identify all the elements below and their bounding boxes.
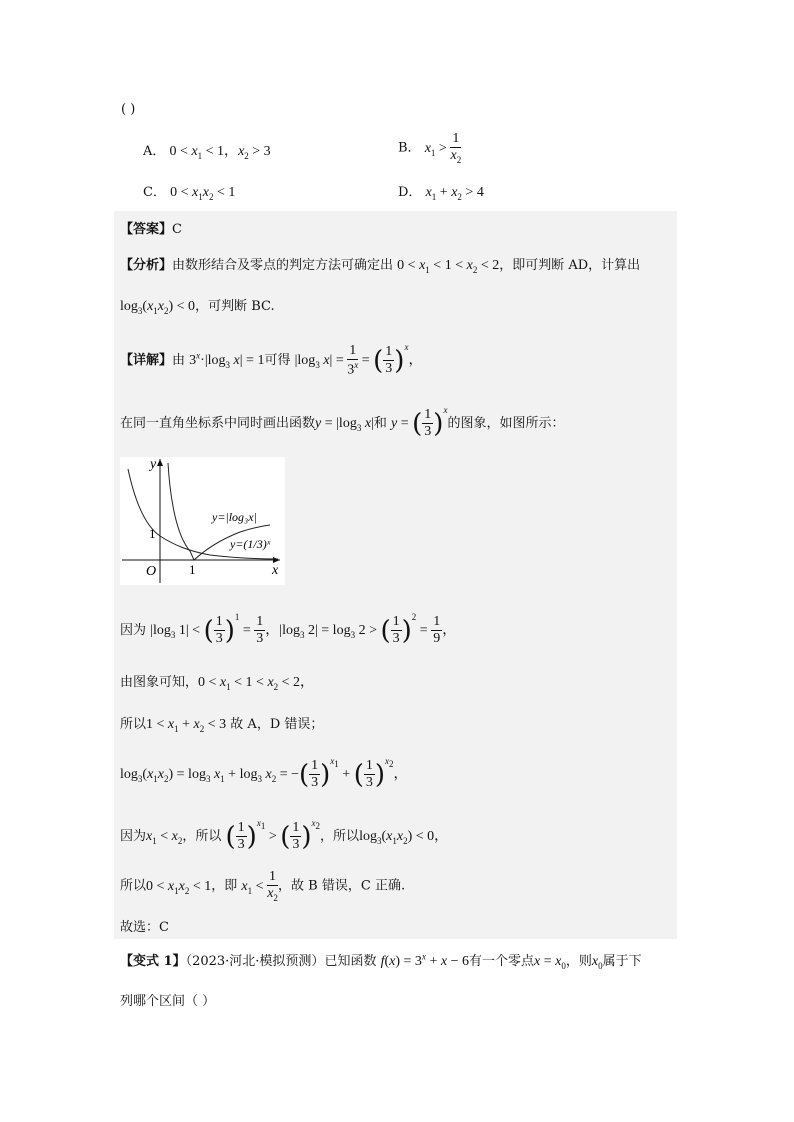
detail-line-5: 所以$1 < x_1 + x_2 < 3$ 故 A，D 错误； [120, 717, 324, 734]
answer-line: 【答案】C [120, 222, 182, 237]
graph-label-exp: y=(1/3)ˣ [230, 537, 271, 551]
graph-origin-label: O [146, 564, 157, 579]
graph-y-label: y [150, 457, 157, 472]
graph-tick-x: 1 [189, 562, 196, 577]
analysis-line-2: $\log_3(x_1x_2) < 0$，可判断 BC. [120, 299, 275, 316]
detail-line-1: 【详解】由 $3^x\cdot|\log_3$ x| = 1可得 $|\log_3$ x| = $\frac{1}{3^x}$ = ( $\frac{1}{3}$ )$^x$， [120, 342, 423, 378]
question-paren: ( ) [121, 102, 136, 117]
detail-line-3: 因为 $|\log_3$ 1| < ( $\frac{1}{3}$ )$^1$ = $\frac{1}{3}$ ，$|\log_3$ $2| = \log_3 2$ > ( $\frac{1}{3}$ )$^2$ = $\frac{1}{9}$ ， [120, 612, 457, 647]
detail-line-2: 在同一直角坐标系中同时画出函数$y = |\log_3$ x|和 y = ( $\frac{1}{3}$ )$^x$的图象，如图所示： [120, 405, 565, 440]
analysis-line-1: 【分析】由数形结合及零点的判定方法可确定出 $0 < x_1 < 1 < x_2 < 2$，即可判断 AD，计算出 [120, 258, 641, 275]
conclusion-line: 故选：C [120, 920, 169, 935]
function-graph [120, 457, 285, 585]
detail-line-7: 因为$x_1 < x_2$，所以 ( $\frac{1}{3}$ )$^{x_1}$ > ( $\frac{1}{3}$ )$^{x_2}$，所以$\log_3(x_1x_2) < 0$， [120, 818, 449, 853]
detail-line-8: 所以$0 < x_1x_2 < 1$，即 $x_1$ < $\frac{1}{x_2}$ ，故 B 错误，C 正确. [120, 869, 406, 903]
graph-label-log: y=|log₃x| [212, 510, 257, 524]
option-c: C． $0 < x_1x_2 < 1$ [143, 185, 236, 202]
option-a: A． $0 < x_1 < 1$，$x_2 > 3$ [143, 144, 271, 161]
option-b: B． $x_1$ > $\frac{1}{x_2}$ [398, 131, 462, 165]
graph-x-label: x [272, 563, 279, 578]
graph-tick-y: 1 [149, 526, 156, 541]
detail-line-6: $\log_3(x_1x_2) = \log_3 x_1 + \log_3 x_2$ = −( $\frac{1}{3}$ )$^{x_1}$ + ( $\frac{1}{3}$ )$^{x_2}$， [120, 756, 408, 791]
option-d: D． $x_1 + x_2 > 4$ [398, 185, 484, 202]
variant-line-1: 【变式 1】（2023·河北·模拟预测）已知函数 $f(x) = 3^x + x - 6$有一个零点$x = x_0$，则$x_0$属于下 [120, 951, 642, 971]
detail-line-4: 由图象可知，$0 < x_1 < 1 < x_2 < 2$， [120, 675, 315, 692]
variant-line-2: 列哪个区间（ ） [120, 994, 216, 1009]
